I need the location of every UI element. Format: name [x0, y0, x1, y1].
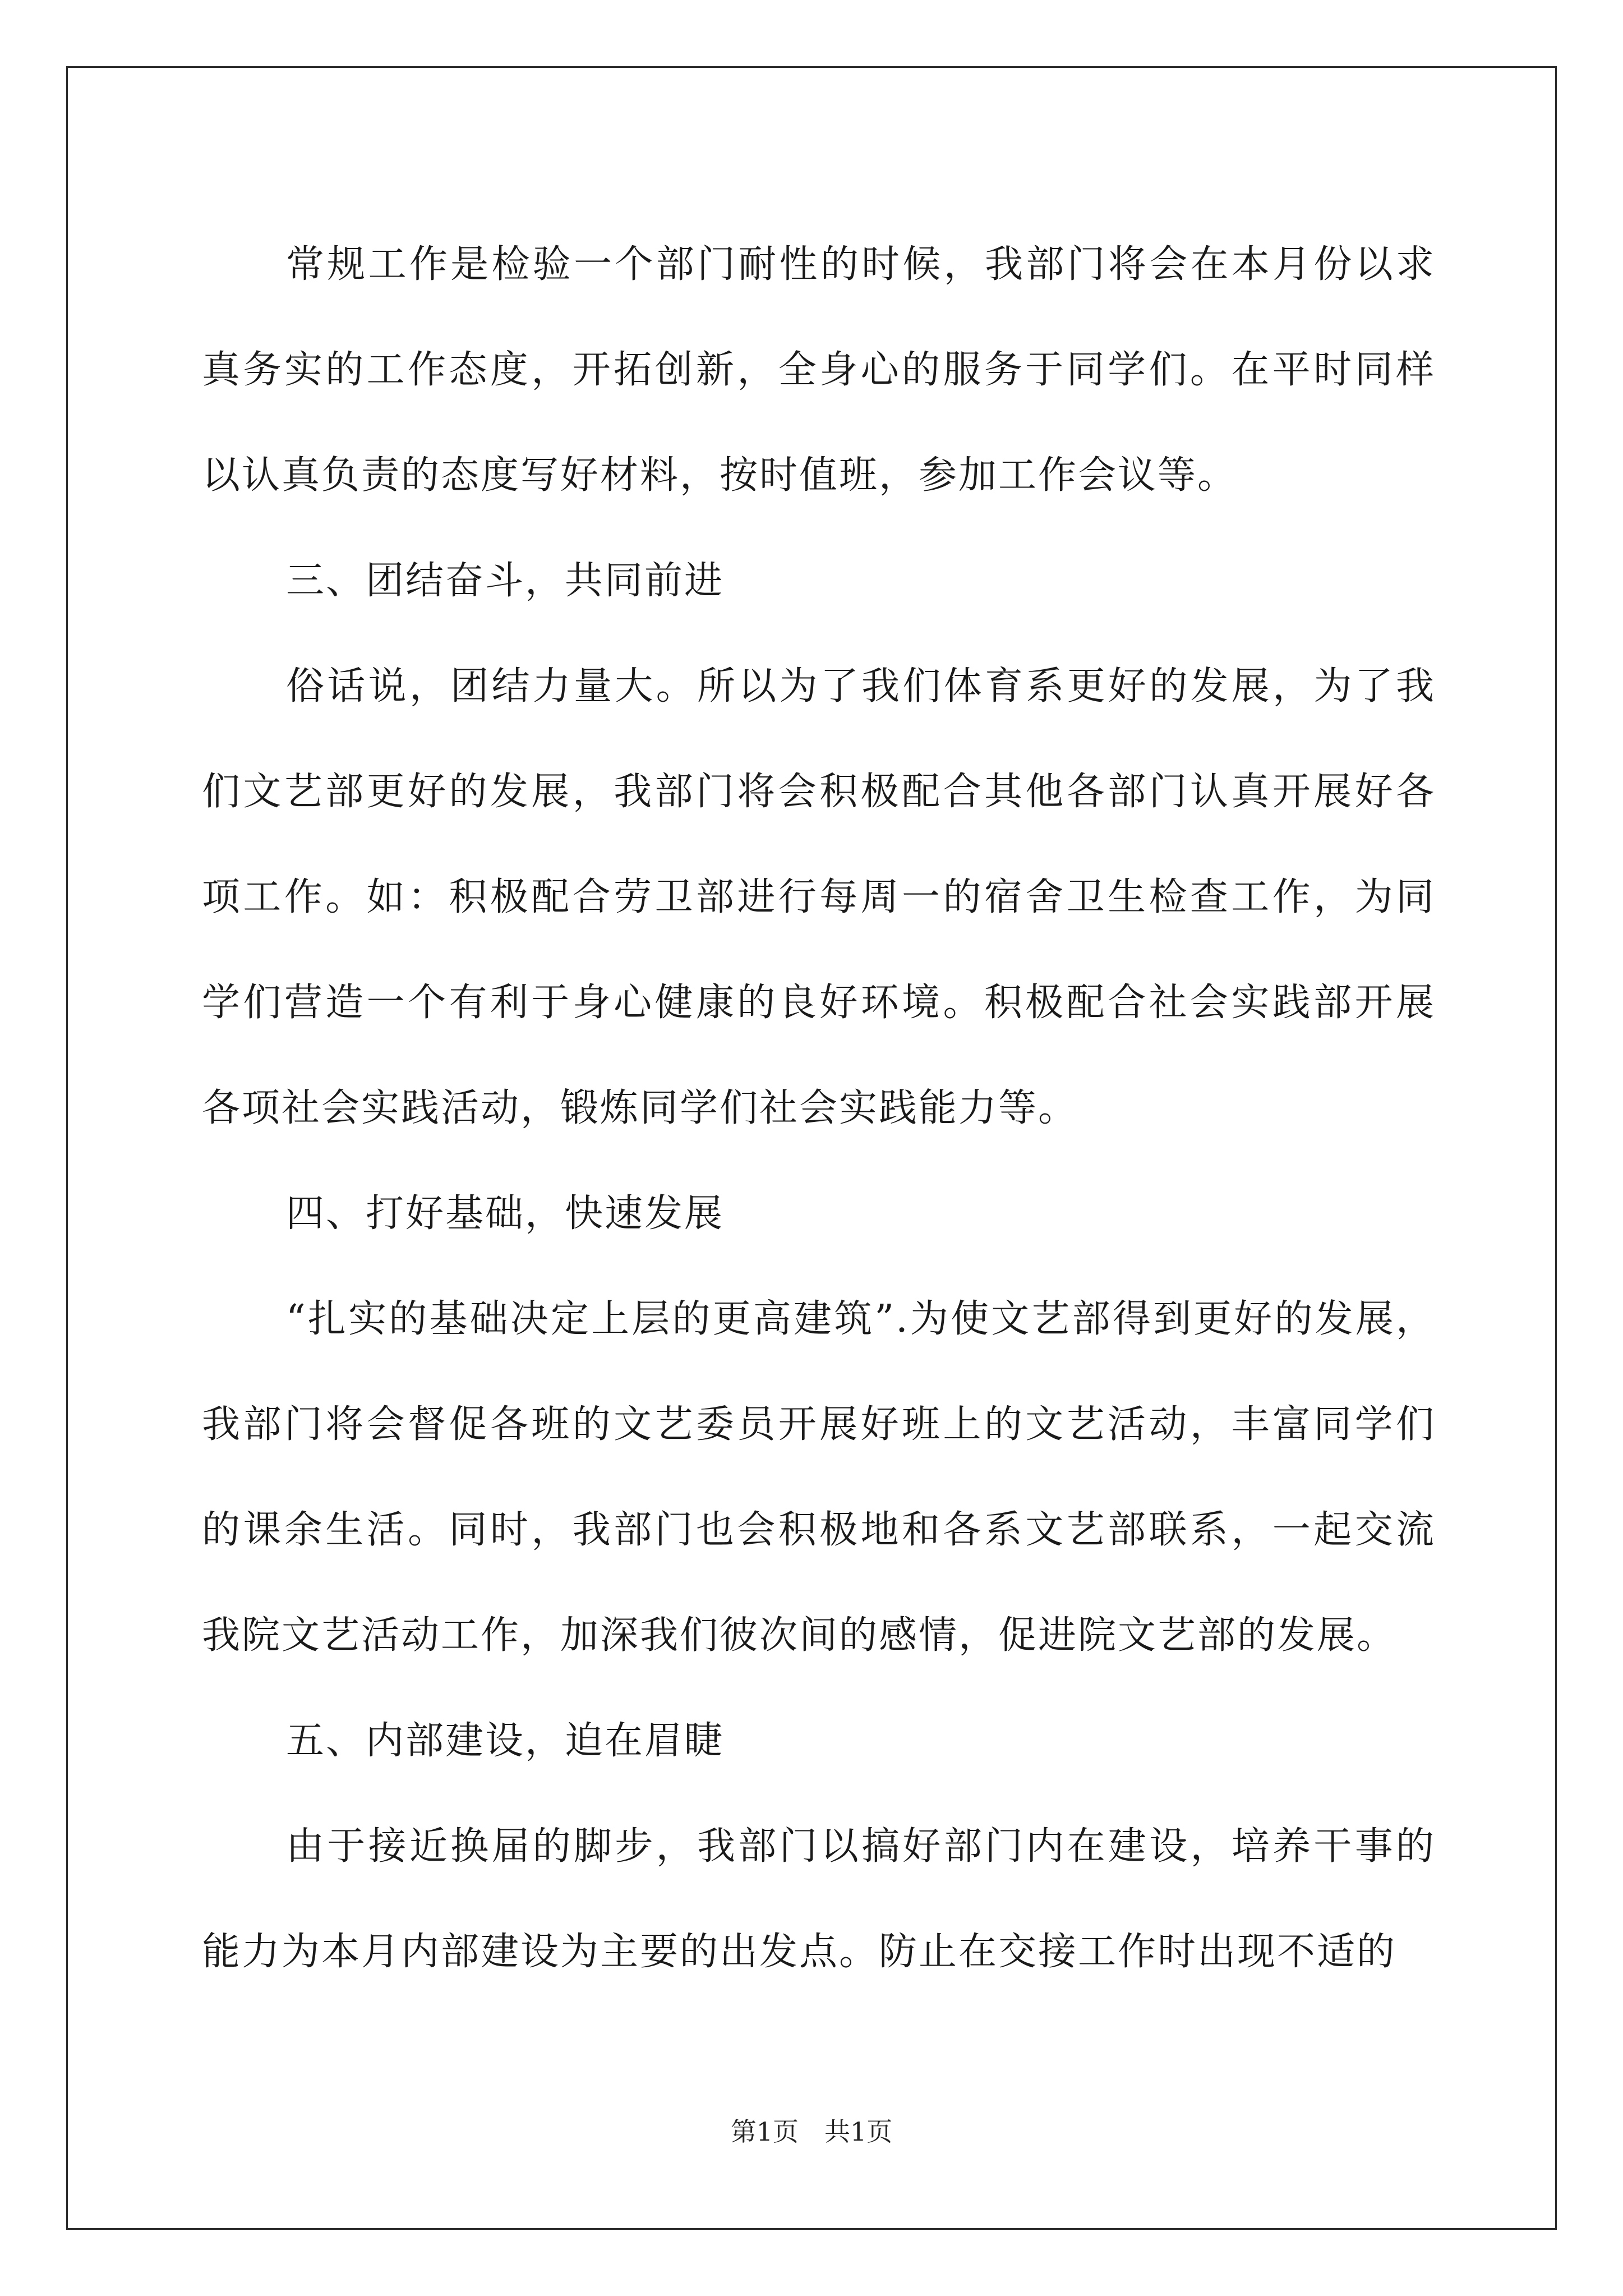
paragraph-unity: 俗话说，团结力量大。所以为了我们体育系更好的发展，为了我们文艺部更好的发展，我部门将会积极配合其他各部门认真开展好各项工作。如：积极配合劳卫部进行每周一的宿舍卫生检查工作，为同学们营造一个有利于身心健康的良好环境。积极配合社会实践部开展各项社会实践活动，锻炼同学们社会实践能力等。 — [202, 664, 1436, 1130]
heading-internal-building: 五、内部建设，迫在眉睫 — [286, 1719, 725, 1763]
page-number-footer: 第1页 共1页 — [730, 2116, 893, 2147]
heading-unity: 三、团结奋斗，共同前进 — [286, 559, 725, 603]
document-body — [202, 212, 1436, 2005]
paragraph-routine-work: 常规工作是检验一个部门耐性的时候，我部门将会在本月份以求真务实的工作态度，开拓创新，全身心的服务于同学们。在平时同样以认真负责的态度写好材料，按时值班，参加工作会议等。 — [202, 242, 1436, 498]
paragraph-foundation: “扎实的基础决定上层的更高建筑”.为使文艺部得到更好的发展，我部门将会督促各班的文艺委员开展好班上的文艺活动，丰富同学们的课余生活。同时，我部门也会积极地和各系文艺部联系，一起交流我院文艺活动工作，加深我们彼次间的感情，促进院文艺部的发展。 — [202, 1297, 1436, 1658]
paragraph-internal-building: 由于接近换届的脚步，我部门以搞好部门内在建设，培养干事的能力为本月内部建设为主要的出发点。防止在交接工作时出现不适的 — [202, 1824, 1436, 1974]
heading-foundation: 四、打好基础，快速发展 — [286, 1191, 725, 1236]
